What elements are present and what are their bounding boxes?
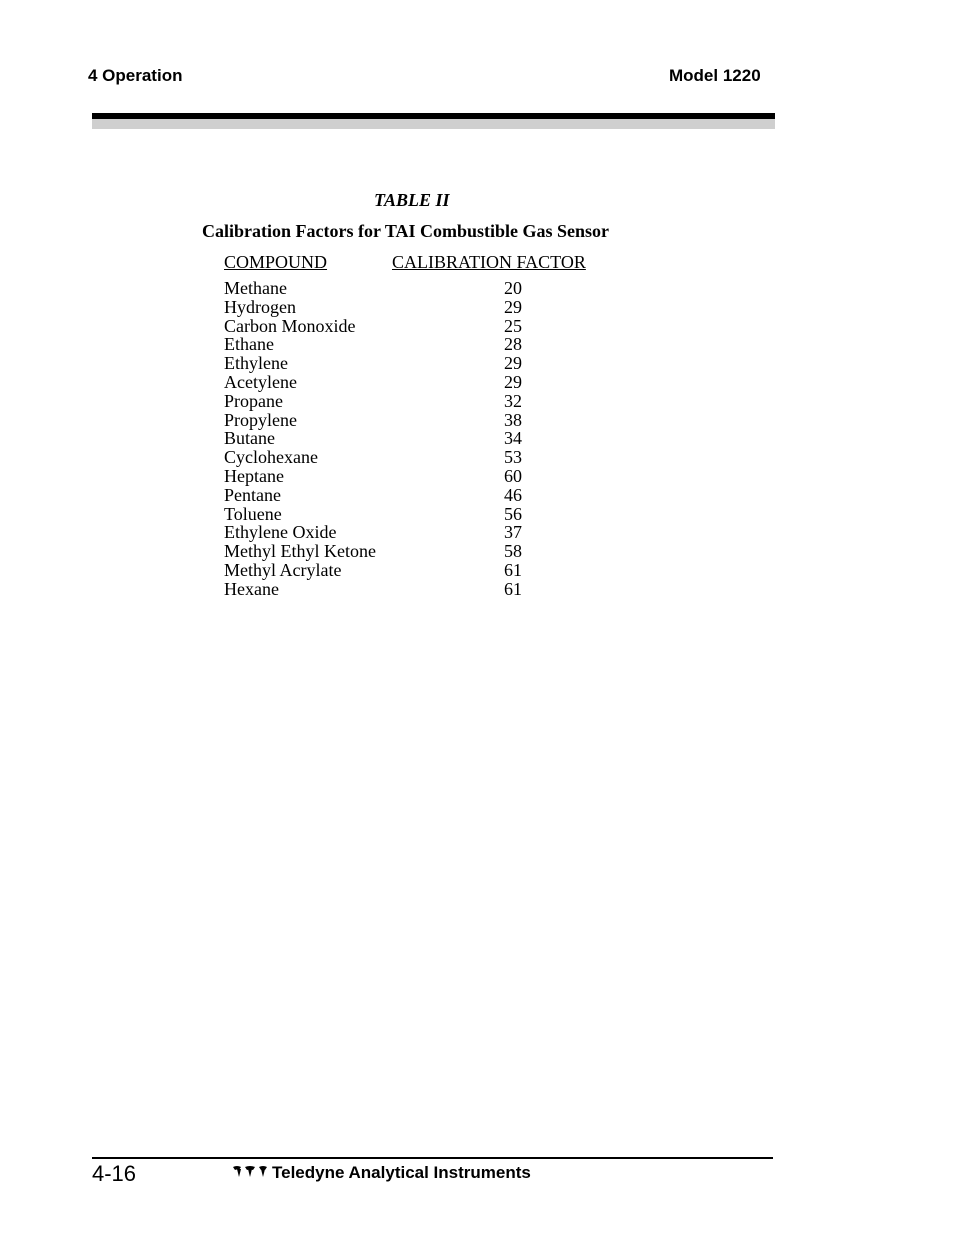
calibration-factor-value: 20 [504,278,522,298]
table-row [224,467,544,486]
compound-name: Methyl Acrylate [224,559,342,580]
column-header-calibration-factor: CALIBRATION FACTOR [392,252,586,272]
compound-name: Hydrogen [224,296,296,317]
calibration-factor-value: 61 [504,559,522,580]
table-row [224,335,544,354]
model-heading: Model 1220 [669,66,761,85]
calibration-factor-value: 25 [504,315,522,336]
compound-name: Ethylene Oxide [224,522,337,543]
table-row [224,354,544,373]
calibration-factor-value: 56 [504,503,522,524]
calibration-factor-value: 32 [504,390,522,411]
column-header-compound: COMPOUND [224,252,328,272]
compound-name: Acetylene [224,371,297,392]
calibration-factor-value: 58 [504,541,522,562]
table-row [224,523,544,542]
table-row [224,411,544,430]
table-row [224,298,544,317]
compound-name: Methyl Ethyl Ketone [224,541,376,562]
table-row [224,542,544,561]
table-row [224,448,544,467]
calibration-factor-value: 34 [504,428,522,449]
table-row [224,580,544,599]
calibration-table-body [224,279,544,599]
table-row [224,505,544,524]
compound-name: Ethylene [224,353,288,374]
compound-name: Propane [224,390,283,411]
compound-name: Ethane [224,334,274,355]
page-number: 4-16 [92,1161,137,1186]
compound-name: Heptane [224,465,284,486]
table-row [224,392,544,411]
company-name: Teledyne Analytical Instruments [272,1163,531,1182]
compound-name: Methane [224,278,287,298]
calibration-factor-value: 28 [504,334,522,355]
calibration-factor-value: 37 [504,522,522,543]
section-heading: 4 Operation [88,66,183,85]
table-label: TABLE II [374,190,450,210]
calibration-factor-value: 46 [504,484,522,505]
table-row [224,279,544,298]
header-rule-gray [92,119,775,129]
compound-name: Toluene [224,503,282,524]
compound-name: Carbon Monoxide [224,315,356,336]
calibration-factor-value: 29 [504,371,522,392]
teledyne-logo-icon [232,1165,268,1179]
calibration-factor-value: 38 [504,409,522,430]
footer-rule [92,1157,773,1159]
table-title: Calibration Factors for TAI Combustible Gas Sensor [202,221,610,241]
calibration-factor-value: 60 [504,465,522,486]
calibration-factor-value: 61 [504,578,522,599]
compound-name: Pentane [224,484,281,505]
compound-name: Cyclohexane [224,447,318,468]
compound-name: Hexane [224,578,279,599]
compound-name: Butane [224,428,275,449]
table-row [224,561,544,580]
compound-name: Propylene [224,409,297,430]
table-row [224,373,544,392]
calibration-factor-value: 53 [504,447,522,468]
calibration-factor-value: 29 [504,353,522,374]
table-row [224,317,544,336]
table-row [224,486,544,505]
table-row [224,429,544,448]
calibration-factor-value: 29 [504,296,522,317]
